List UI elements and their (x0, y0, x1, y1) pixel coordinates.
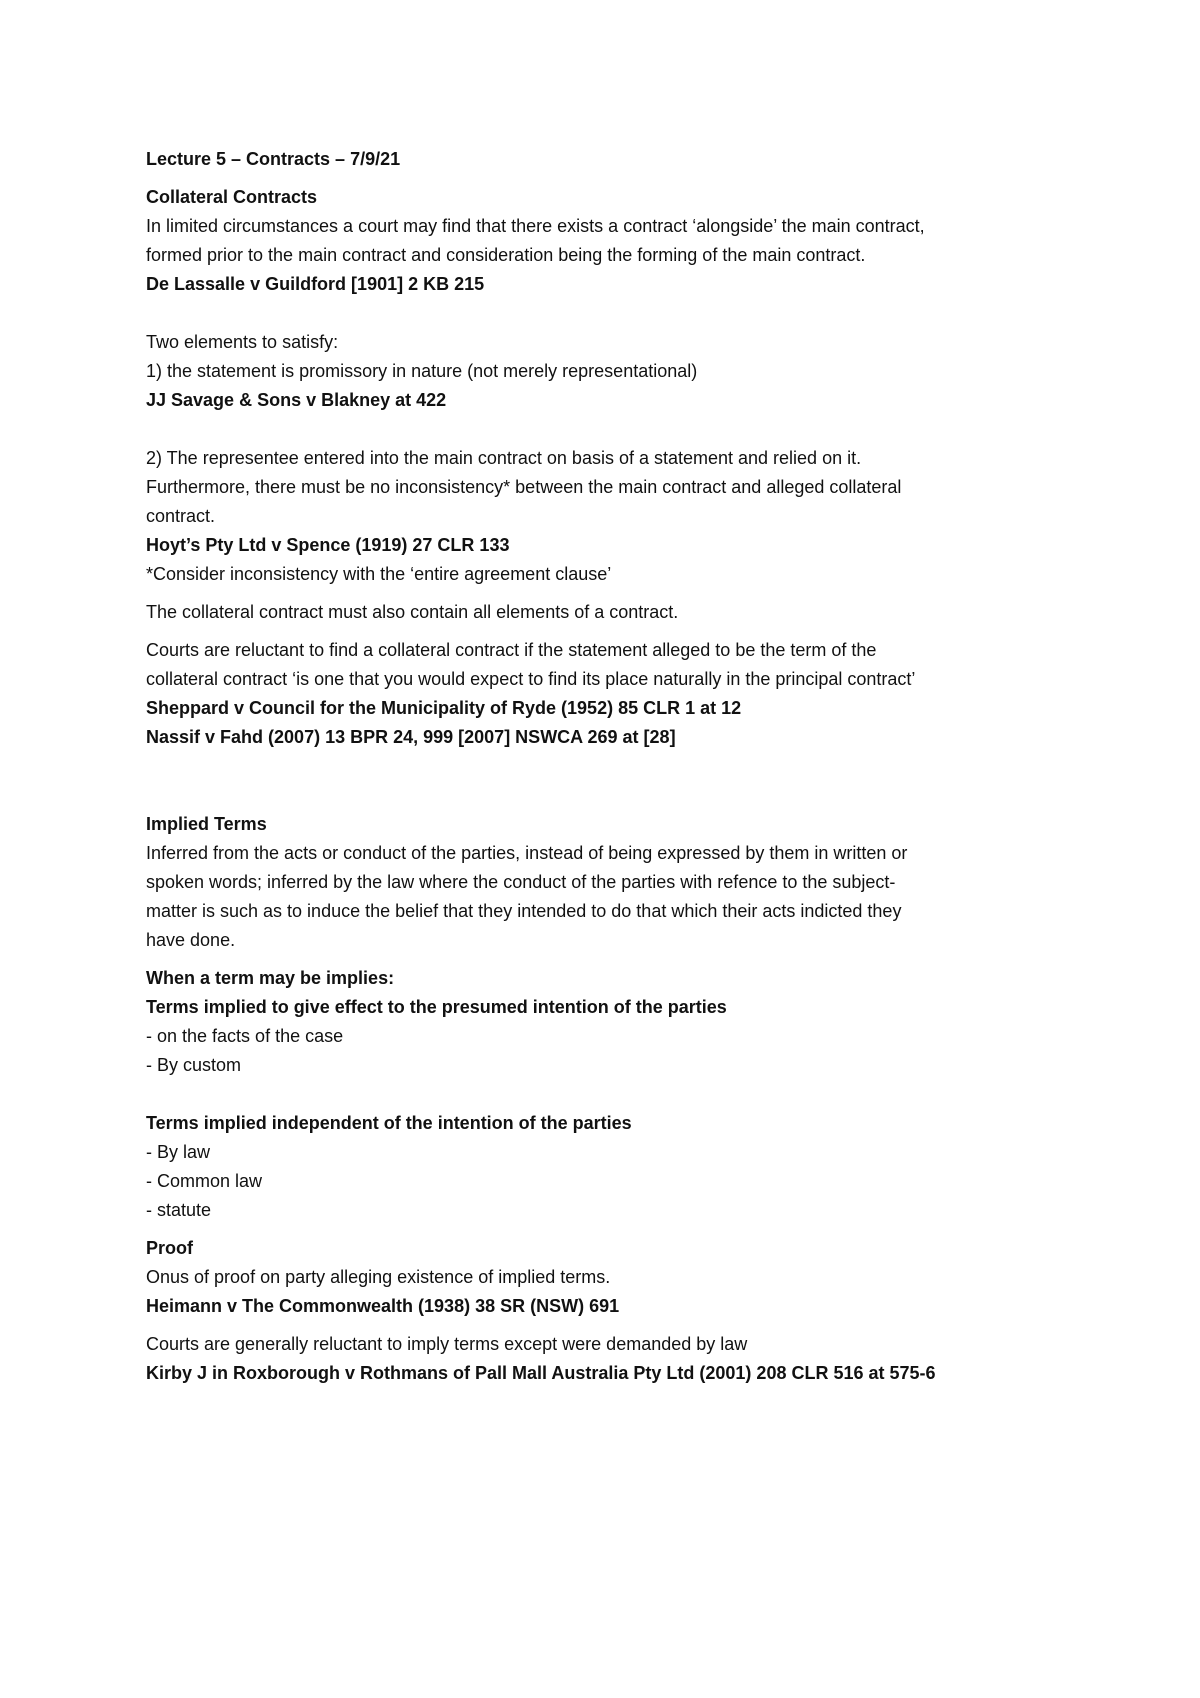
document-page (146, 145, 1086, 1388)
list-item: - Common law (146, 1171, 263, 1191)
case-citation: Sheppard v Council for the Municipality of Ryde (1952) 85 CLR 1 at 12 (146, 698, 742, 718)
list-item: 2) The representee entered into the main contract on basis of a statement and relied on it. (146, 448, 862, 468)
spacer (146, 1225, 1086, 1234)
paragraph-line: spoken words; inferred by the law where the conduct of the parties with refence to the subject- (146, 872, 896, 892)
collateral-heading: Collateral Contracts (146, 187, 318, 207)
subheading: When a term may be implies: (146, 968, 395, 988)
list-item: - By custom (146, 1055, 242, 1075)
list-item: - on the facts of the case (146, 1026, 344, 1046)
case-citation: Hoyt’s Pty Ltd v Spence (1919) 27 CLR 133 (146, 535, 510, 555)
case-citation: Kirby J in Roxborough v Rothmans of Pall Mall Australia Pty Ltd (2001) 208 CLR 516 at 575-6 (146, 1363, 936, 1383)
footnote: *Consider inconsistency with the ‘entire agreement clause’ (146, 564, 612, 584)
case-citation: Nassif v Fahd (2007) 13 BPR 24, 999 [2007] NSWCA 269 at [28] (146, 727, 676, 747)
paragraph-line: Inferred from the acts or conduct of the parties, instead of being expressed by them in written or (146, 843, 908, 863)
spacer (146, 1321, 1086, 1330)
paragraph-line: Furthermore, there must be no inconsistency* between the main contract and alleged collateral (146, 477, 902, 497)
implied-heading: Implied Terms (146, 814, 267, 834)
spacer (146, 299, 1086, 328)
paragraph-line: The collateral contract must also contain all elements of a contract. (146, 602, 679, 622)
spacer (146, 955, 1086, 964)
spacer (146, 627, 1086, 636)
subheading: Proof (146, 1238, 193, 1258)
page-title: Lecture 5 – Contracts – 7/9/21 (146, 149, 401, 169)
list-item: - statute (146, 1200, 212, 1220)
paragraph-line: Two elements to satisfy: (146, 332, 339, 352)
paragraph-line: contract. (146, 506, 216, 526)
case-citation: JJ Savage & Sons v Blakney at 422 (146, 390, 447, 410)
case-citation: De Lassalle v Guildford [1901] 2 KB 215 (146, 274, 485, 294)
case-citation: Heimann v The Commonwealth (1938) 38 SR (NSW) 691 (146, 1296, 620, 1316)
list-item: - By law (146, 1142, 211, 1162)
spacer (146, 415, 1086, 444)
paragraph-line: In limited circumstances a court may find that there exists a contract ‘alongside’ the main contract, (146, 216, 925, 236)
spacer (146, 781, 1086, 810)
spacer (146, 589, 1086, 598)
spacer (146, 174, 1086, 183)
spacer (146, 1080, 1086, 1109)
paragraph-line: Courts are reluctant to find a collateral contract if the statement alleged to be the term of the (146, 640, 877, 660)
paragraph-line: Onus of proof on party alleging existence of implied terms. (146, 1267, 611, 1287)
subheading: Terms implied independent of the intention of the parties (146, 1113, 632, 1133)
list-item: 1) the statement is promissory in nature (not merely representational) (146, 361, 698, 381)
paragraph-line: Courts are generally reluctant to imply terms except were demanded by law (146, 1334, 748, 1354)
spacer (146, 752, 1086, 781)
paragraph-line: collateral contract ‘is one that you would expect to find its place naturally in the principal contract’ (146, 669, 916, 689)
paragraph-line: formed prior to the main contract and consideration being the forming of the main contract. (146, 245, 866, 265)
paragraph-line: have done. (146, 930, 236, 950)
subheading: Terms implied to give effect to the presumed intention of the parties (146, 997, 727, 1017)
paragraph-line: matter is such as to induce the belief that they intended to do that which their acts indicted they (146, 901, 902, 921)
